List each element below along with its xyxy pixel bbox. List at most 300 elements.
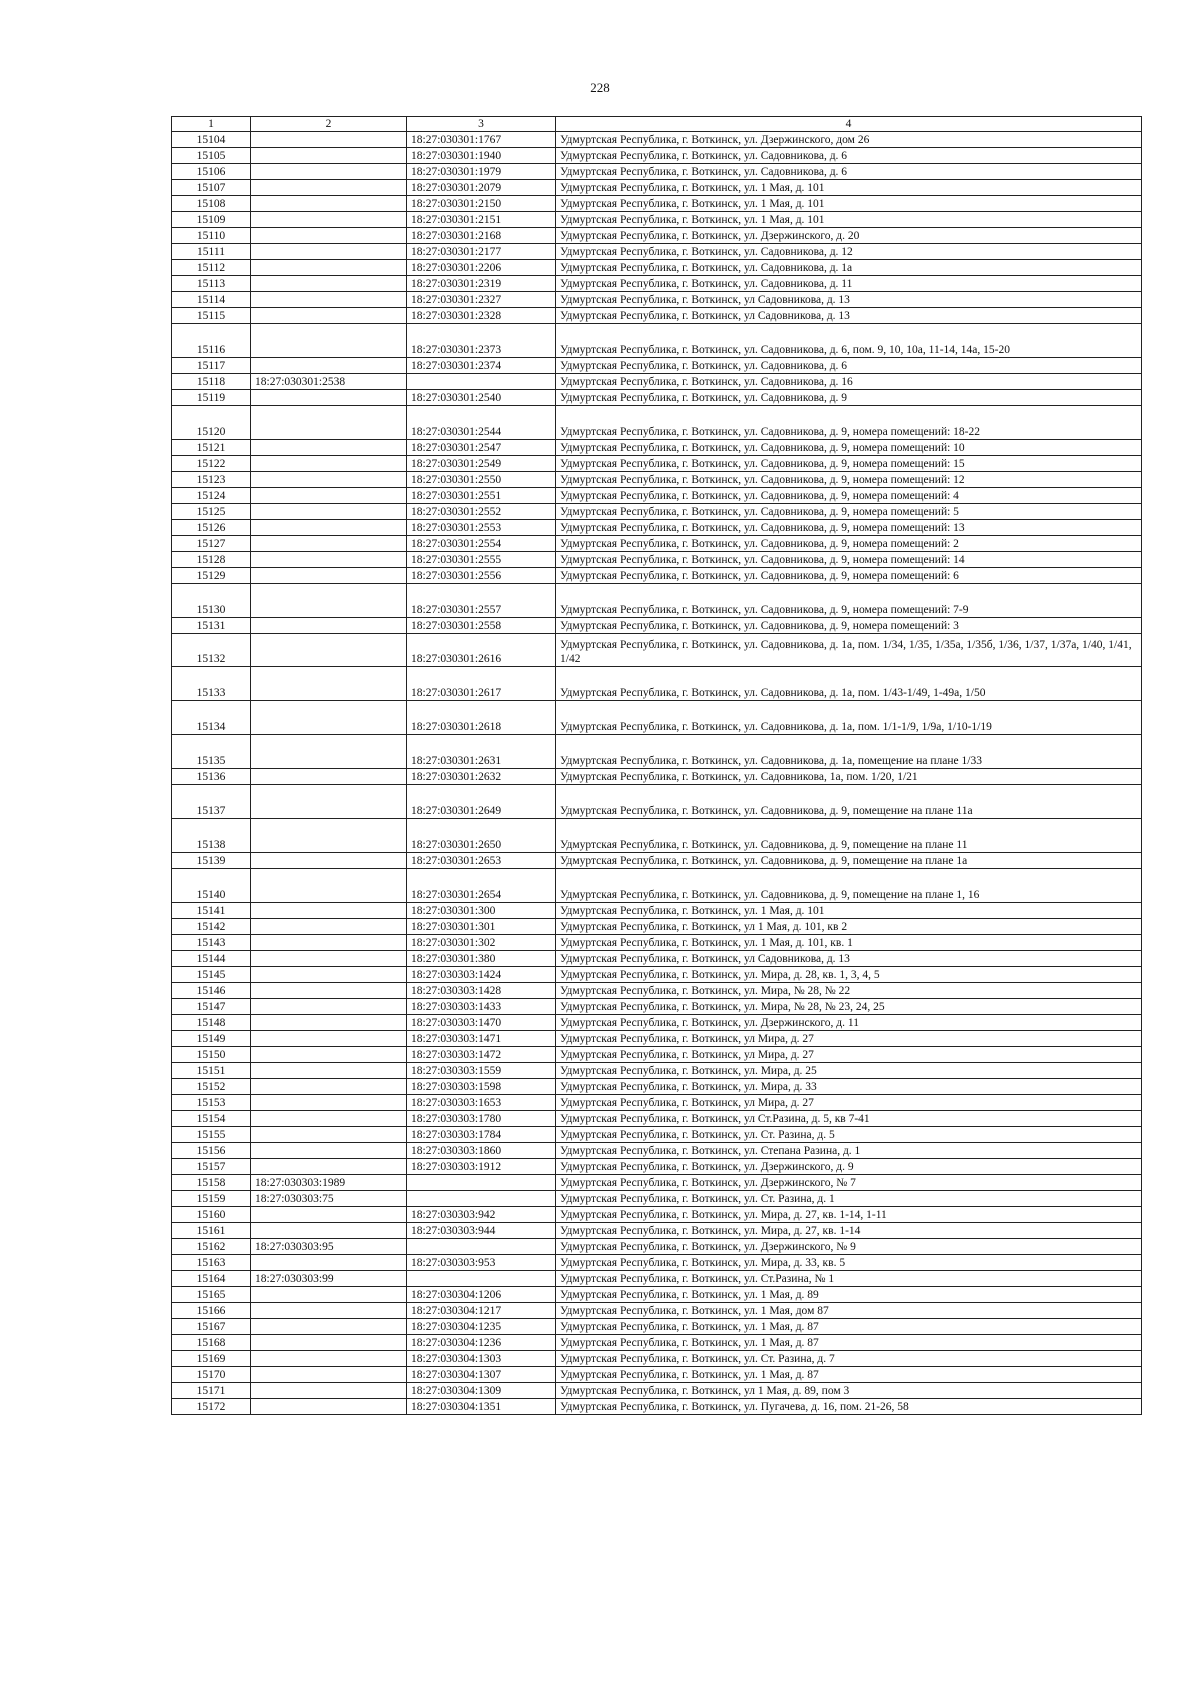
address-cell: Удмуртская Республика, г. Воткинск, ул. Садовникова, д. 9, номера помещений: 14 [556,552,1142,568]
cadastral-number-cell [251,701,407,735]
address-cell: Удмуртская Республика, г. Воткинск, ул. Садовникова, д. 9, помещение на плане 11 [556,819,1142,853]
table-row [172,1287,1142,1303]
table-row [172,472,1142,488]
row-number-cell: 15158 [172,1175,251,1191]
cadastral-number-cell [251,1047,407,1063]
object-cadastral-number-cell: 18:27:030301:2558 [407,618,556,634]
table-row [172,667,1142,701]
cadastral-number-cell [251,440,407,456]
row-number-cell: 15166 [172,1303,251,1319]
address-cell: Удмуртская Республика, г. Воткинск, ул. Садовникова, д. 12 [556,244,1142,260]
address-cell: Удмуртская Республика, г. Воткинск, ул. Садовникова, д. 1а, пом. 1/1-1/9, 1/9а, 1/10-1/19 [556,701,1142,735]
row-number-cell: 15141 [172,903,251,919]
object-cadastral-number-cell: 18:27:030301:1979 [407,164,556,180]
object-cadastral-number-cell: 18:27:030304:1307 [407,1367,556,1383]
object-cadastral-number-cell: 18:27:030301:2327 [407,292,556,308]
row-number-cell: 15153 [172,1095,251,1111]
object-cadastral-number-cell: 18:27:030304:1236 [407,1335,556,1351]
table-row [172,1303,1142,1319]
row-number-cell: 15125 [172,504,251,520]
table-row [172,456,1142,472]
object-cadastral-number-cell: 18:27:030303:1653 [407,1095,556,1111]
object-cadastral-number-cell: 18:27:030303:944 [407,1223,556,1239]
address-cell: Удмуртская Республика, г. Воткинск, ул. Садовникова, д. 9, номера помещений: 7-9 [556,584,1142,618]
row-number-cell: 15165 [172,1287,251,1303]
object-cadastral-number-cell: 18:27:030301:2550 [407,472,556,488]
cadastral-number-cell [251,456,407,472]
cadastral-number-cell [251,212,407,228]
cadastral-number-cell [251,1255,407,1271]
table-row [172,552,1142,568]
cadastral-number-cell [251,1015,407,1031]
object-cadastral-number-cell: 18:27:030303:953 [407,1255,556,1271]
row-number-cell: 15157 [172,1159,251,1175]
cadastral-number-cell [251,903,407,919]
object-cadastral-number-cell [407,1271,556,1287]
table-row [172,1223,1142,1239]
cadastral-number-cell [251,1127,407,1143]
address-cell: Удмуртская Республика, г. Воткинск, ул. Садовникова, д. 6, пом. 9, 10, 10а, 11-14, 14а, 15-20 [556,324,1142,358]
address-cell: Удмуртская Республика, г. Воткинск, ул Садовникова, д. 13 [556,292,1142,308]
object-cadastral-number-cell: 18:27:030301:2549 [407,456,556,472]
row-number-cell: 15119 [172,390,251,406]
table-row [172,951,1142,967]
address-cell: Удмуртская Республика, г. Воткинск, ул. 1 Мая, д. 101 [556,180,1142,196]
table-row [172,819,1142,853]
object-cadastral-number-cell: 18:27:030301:2649 [407,785,556,819]
cadastral-number-cell [251,148,407,164]
table-row [172,853,1142,869]
row-number-cell: 15149 [172,1031,251,1047]
address-cell: Удмуртская Республика, г. Воткинск, ул. Садовникова, д. 9, номера помещений: 2 [556,536,1142,552]
cadastral-number-cell [251,260,407,276]
object-cadastral-number-cell: 18:27:030301:2653 [407,853,556,869]
address-cell: Удмуртская Республика, г. Воткинск, ул. Садовникова, д. 6 [556,164,1142,180]
object-cadastral-number-cell: 18:27:030301:2374 [407,358,556,374]
table-row [172,374,1142,390]
object-cadastral-number-cell: 18:27:030304:1309 [407,1383,556,1399]
cadastral-number-cell [251,308,407,324]
cadastral-number-cell [251,228,407,244]
cadastral-number-cell [251,1159,407,1175]
header-row [172,117,1142,132]
object-cadastral-number-cell: 18:27:030301:2616 [407,634,556,667]
row-number-cell: 15136 [172,769,251,785]
table-row [172,324,1142,358]
cadastral-number-cell [251,785,407,819]
table-row [172,1031,1142,1047]
row-number-cell: 15126 [172,520,251,536]
address-cell: Удмуртская Республика, г. Воткинск, ул. Дзержинского, д. 20 [556,228,1142,244]
address-cell: Удмуртская Республика, г. Воткинск, ул. Садовникова, д. 1а [556,260,1142,276]
address-cell: Удмуртская Республика, г. Воткинск, ул 1 Мая, д. 89, пом 3 [556,1383,1142,1399]
cadastral-number-cell [251,1319,407,1335]
table-row [172,1079,1142,1095]
table-row [172,935,1142,951]
table-row [172,618,1142,634]
cadastral-number-cell: 18:27:030303:99 [251,1271,407,1287]
cadastral-number-cell [251,1111,407,1127]
row-number-cell: 15120 [172,406,251,440]
address-cell: Удмуртская Республика, г. Воткинск, ул. Садовникова, д. 11 [556,276,1142,292]
row-number-cell: 15134 [172,701,251,735]
row-number-cell: 15167 [172,1319,251,1335]
object-cadastral-number-cell: 18:27:030301:2328 [407,308,556,324]
row-number-cell: 15163 [172,1255,251,1271]
cadastral-number-cell [251,935,407,951]
row-number-cell: 15118 [172,374,251,390]
address-cell: Удмуртская Республика, г. Воткинск, ул 1 Мая, д. 101, кв 2 [556,919,1142,935]
cadastral-number-cell [251,1031,407,1047]
cadastral-number-cell [251,390,407,406]
cadastral-number-cell [251,769,407,785]
header-cell-1: 1 [172,117,251,132]
row-number-cell: 15130 [172,584,251,618]
table-row [172,919,1142,935]
address-cell: Удмуртская Республика, г. Воткинск, ул. Дзержинского, № 9 [556,1239,1142,1255]
row-number-cell: 15116 [172,324,251,358]
cadastral-number-cell [251,967,407,983]
cadastral-number-cell [251,618,407,634]
table-row [172,308,1142,324]
cadastral-number-cell: 18:27:030303:1989 [251,1175,407,1191]
cadastral-number-cell [251,292,407,308]
row-number-cell: 15169 [172,1351,251,1367]
object-cadastral-number-cell: 18:27:030301:1940 [407,148,556,164]
cadastral-number-cell [251,324,407,358]
address-cell: Удмуртская Республика, г. Воткинск, ул. Дзержинского, дом 26 [556,132,1142,148]
row-number-cell: 15104 [172,132,251,148]
address-cell: Удмуртская Республика, г. Воткинск, ул Мира, д. 27 [556,1031,1142,1047]
object-cadastral-number-cell: 18:27:030301:2650 [407,819,556,853]
cadastral-number-cell [251,999,407,1015]
object-cadastral-number-cell: 18:27:030303:1559 [407,1063,556,1079]
cadastral-number-cell [251,488,407,504]
row-number-cell: 15124 [172,488,251,504]
table-row [172,999,1142,1015]
object-cadastral-number-cell: 18:27:030304:1235 [407,1319,556,1335]
cadastral-number-cell [251,1287,407,1303]
table-row [172,196,1142,212]
table-row [172,1015,1142,1031]
address-cell: Удмуртская Республика, г. Воткинск, ул. Садовникова, д. 9, номера помещений: 15 [556,456,1142,472]
object-cadastral-number-cell: 18:27:030301:1767 [407,132,556,148]
row-number-cell: 15150 [172,1047,251,1063]
row-number-cell: 15171 [172,1383,251,1399]
row-number-cell: 15145 [172,967,251,983]
table-row [172,212,1142,228]
address-cell: Удмуртская Республика, г. Воткинск, ул. Пугачева, д. 16, пом. 21-26, 58 [556,1399,1142,1415]
table-row [172,1399,1142,1415]
table-row [172,1207,1142,1223]
row-number-cell: 15148 [172,1015,251,1031]
object-cadastral-number-cell: 18:27:030303:1470 [407,1015,556,1031]
address-cell: Удмуртская Республика, г. Воткинск, ул. 1 Мая, д. 101 [556,196,1142,212]
cadastral-number-cell [251,536,407,552]
table-row [172,1063,1142,1079]
row-number-cell: 15160 [172,1207,251,1223]
table-row [172,1111,1142,1127]
row-number-cell: 15129 [172,568,251,584]
row-number-cell: 15152 [172,1079,251,1095]
cadastral-number-cell [251,1063,407,1079]
cadastral-number-cell [251,504,407,520]
row-number-cell: 15155 [172,1127,251,1143]
address-cell: Удмуртская Республика, г. Воткинск, ул. Мира, д. 25 [556,1063,1142,1079]
address-cell: Удмуртская Республика, г. Воткинск, ул Садовникова, д. 13 [556,308,1142,324]
table-row [172,1271,1142,1287]
cadastral-number-cell [251,520,407,536]
registry-body [172,117,1142,1415]
table-row [172,869,1142,903]
cadastral-number-cell [251,568,407,584]
cadastral-number-cell [251,244,407,260]
address-cell: Удмуртская Республика, г. Воткинск, ул Садовникова, д. 13 [556,951,1142,967]
address-cell: Удмуртская Республика, г. Воткинск, ул. Мира, № 28, № 22 [556,983,1142,999]
table-row [172,634,1142,667]
object-cadastral-number-cell: 18:27:030303:1860 [407,1143,556,1159]
table-row [172,701,1142,735]
cadastral-number-cell [251,472,407,488]
object-cadastral-number-cell: 18:27:030303:1424 [407,967,556,983]
object-cadastral-number-cell [407,1191,556,1207]
row-number-cell: 15161 [172,1223,251,1239]
address-cell: Удмуртская Республика, г. Воткинск, ул. Садовникова, д. 16 [556,374,1142,390]
row-number-cell: 15140 [172,869,251,903]
row-number-cell: 15159 [172,1191,251,1207]
table-row [172,1191,1142,1207]
row-number-cell: 15111 [172,244,251,260]
object-cadastral-number-cell: 18:27:030301:2554 [407,536,556,552]
object-cadastral-number-cell: 18:27:030301:2557 [407,584,556,618]
address-cell: Удмуртская Республика, г. Воткинск, ул. Дзержинского, № 7 [556,1175,1142,1191]
address-cell: Удмуртская Республика, г. Воткинск, ул. Садовникова, д. 6 [556,148,1142,164]
row-number-cell: 15135 [172,735,251,769]
cadastral-number-cell [251,1335,407,1351]
row-number-cell: 15138 [172,819,251,853]
address-cell: Удмуртская Республика, г. Воткинск, ул. Дзержинского, д. 9 [556,1159,1142,1175]
table-row [172,1255,1142,1271]
table-row [172,983,1142,999]
row-number-cell: 15128 [172,552,251,568]
address-cell: Удмуртская Республика, г. Воткинск, ул. Садовникова, д. 9, номера помещений: 3 [556,618,1142,634]
object-cadastral-number-cell: 18:27:030304:1206 [407,1287,556,1303]
table-row [172,1047,1142,1063]
object-cadastral-number-cell [407,1175,556,1191]
table-row [172,406,1142,440]
row-number-cell: 15162 [172,1239,251,1255]
object-cadastral-number-cell: 18:27:030304:1217 [407,1303,556,1319]
address-cell: Удмуртская Республика, г. Воткинск, ул. Садовникова, д. 9, помещение на плане 1а [556,853,1142,869]
address-cell: Удмуртская Республика, г. Воткинск, ул. Мира, д. 33, кв. 5 [556,1255,1142,1271]
table-row [172,1159,1142,1175]
address-cell: Удмуртская Республика, г. Воткинск, ул. 1 Мая, д. 101 [556,903,1142,919]
cadastral-number-cell [251,1143,407,1159]
cadastral-number-cell [251,358,407,374]
table-row [172,276,1142,292]
cadastral-number-cell: 18:27:030303:95 [251,1239,407,1255]
cadastral-number-cell [251,853,407,869]
row-number-cell: 15154 [172,1111,251,1127]
row-number-cell: 15151 [172,1063,251,1079]
row-number-cell: 15117 [172,358,251,374]
address-cell: Удмуртская Республика, г. Воткинск, ул. Садовникова, д. 9, помещение на плане 1, 16 [556,869,1142,903]
cadastral-number-cell [251,132,407,148]
row-number-cell: 15143 [172,935,251,951]
object-cadastral-number-cell: 18:27:030301:2319 [407,276,556,292]
cadastral-number-cell [251,951,407,967]
object-cadastral-number-cell: 18:27:030301:2373 [407,324,556,358]
object-cadastral-number-cell: 18:27:030301:2617 [407,667,556,701]
cadastral-number-cell [251,983,407,999]
object-cadastral-number-cell: 18:27:030304:1303 [407,1351,556,1367]
cadastral-number-cell [251,552,407,568]
row-number-cell: 15127 [172,536,251,552]
address-cell: Удмуртская Республика, г. Воткинск, ул. 1 Мая, д. 89 [556,1287,1142,1303]
table-row [172,148,1142,164]
table-row [172,568,1142,584]
object-cadastral-number-cell: 18:27:030304:1351 [407,1399,556,1415]
row-number-cell: 15131 [172,618,251,634]
object-cadastral-number-cell: 18:27:030301:2654 [407,869,556,903]
address-cell: Удмуртская Республика, г. Воткинск, ул. Садовникова, д. 9, номера помещений: 13 [556,520,1142,536]
header-cell-2: 2 [251,117,407,132]
address-cell: Удмуртская Республика, г. Воткинск, ул. 1 Мая, д. 87 [556,1367,1142,1383]
table-row [172,785,1142,819]
table-row [172,504,1142,520]
page-number: 228 [590,80,610,95]
object-cadastral-number-cell: 18:27:030303:1471 [407,1031,556,1047]
object-cadastral-number-cell: 18:27:030303:1912 [407,1159,556,1175]
table-row [172,1383,1142,1399]
object-cadastral-number-cell: 18:27:030301:2540 [407,390,556,406]
object-cadastral-number-cell [407,1239,556,1255]
address-cell: Удмуртская Республика, г. Воткинск, ул. Садовникова, д. 9, номера помещений: 18-22 [556,406,1142,440]
table-row [172,584,1142,618]
table-row [172,292,1142,308]
address-cell: Удмуртская Республика, г. Воткинск, ул. Мира, д. 28, кв. 1, 3, 4, 5 [556,967,1142,983]
row-number-cell: 15170 [172,1367,251,1383]
object-cadastral-number-cell: 18:27:030301:2547 [407,440,556,456]
object-cadastral-number-cell: 18:27:030301:380 [407,951,556,967]
row-number-cell: 15107 [172,180,251,196]
table-row [172,132,1142,148]
address-cell: Удмуртская Республика, г. Воткинск, ул. Мира, д. 27, кв. 1-14 [556,1223,1142,1239]
object-cadastral-number-cell: 18:27:030303:1784 [407,1127,556,1143]
cadastral-number-cell [251,1095,407,1111]
row-number-cell: 15156 [172,1143,251,1159]
address-cell: Удмуртская Республика, г. Воткинск, ул. 1 Мая, дом 87 [556,1303,1142,1319]
object-cadastral-number-cell [407,374,556,390]
table-row [172,735,1142,769]
table-row [172,488,1142,504]
table-row [172,769,1142,785]
cadastral-number-cell [251,1383,407,1399]
object-cadastral-number-cell: 18:27:030301:2168 [407,228,556,244]
address-cell: Удмуртская Республика, г. Воткинск, ул. Ст.Разина, № 1 [556,1271,1142,1287]
address-cell: Удмуртская Республика, г. Воткинск, ул. Садовникова, д. 1а, пом. 1/43-1/49, 1-49а, 1/50 [556,667,1142,701]
address-cell: Удмуртская Республика, г. Воткинск, ул. Садовникова, д. 9 [556,390,1142,406]
cadastral-number-cell [251,1079,407,1095]
table-row [172,164,1142,180]
table-row [172,1319,1142,1335]
row-number-cell: 15122 [172,456,251,472]
table-row [172,520,1142,536]
address-cell: Удмуртская Республика, г. Воткинск, ул. Мира, № 28, № 23, 24, 25 [556,999,1142,1015]
address-cell: Удмуртская Республика, г. Воткинск, ул. Ст. Разина, д. 5 [556,1127,1142,1143]
row-number-cell: 15123 [172,472,251,488]
row-number-cell: 15168 [172,1335,251,1351]
address-cell: Удмуртская Республика, г. Воткинск, ул. Мира, д. 27, кв. 1-14, 1-11 [556,1207,1142,1223]
address-cell: Удмуртская Республика, г. Воткинск, ул. Мира, д. 33 [556,1079,1142,1095]
address-cell: Удмуртская Республика, г. Воткинск, ул. 1 Мая, д. 101 [556,212,1142,228]
address-cell: Удмуртская Республика, г. Воткинск, ул. Садовникова, д. 9, номера помещений: 6 [556,568,1142,584]
address-cell: Удмуртская Республика, г. Воткинск, ул. Садовникова, д. 9, номера помещений: 5 [556,504,1142,520]
address-cell: Удмуртская Республика, г. Воткинск, ул. 1 Мая, д. 101, кв. 1 [556,935,1142,951]
object-cadastral-number-cell: 18:27:030301:2150 [407,196,556,212]
address-cell: Удмуртская Республика, г. Воткинск, ул. Ст. Разина, д. 7 [556,1351,1142,1367]
row-number-cell: 15144 [172,951,251,967]
cadastral-number-cell [251,634,407,667]
object-cadastral-number-cell: 18:27:030303:1598 [407,1079,556,1095]
row-number-cell: 15108 [172,196,251,212]
object-cadastral-number-cell: 18:27:030301:2631 [407,735,556,769]
address-cell: Удмуртская Республика, г. Воткинск, ул. Садовникова, д. 9, номера помещений: 12 [556,472,1142,488]
row-number-cell: 15133 [172,667,251,701]
object-cadastral-number-cell: 18:27:030301:2552 [407,504,556,520]
cadastral-number-cell [251,819,407,853]
cadastral-number-cell [251,1367,407,1383]
row-number-cell: 15172 [172,1399,251,1415]
row-number-cell: 15105 [172,148,251,164]
cadastral-number-cell [251,1303,407,1319]
row-number-cell: 15112 [172,260,251,276]
table-row [172,390,1142,406]
row-number-cell: 15106 [172,164,251,180]
object-cadastral-number-cell: 18:27:030301:2544 [407,406,556,440]
header-cell-4: 4 [556,117,1142,132]
address-cell: Удмуртская Республика, г. Воткинск, ул. Садовникова, д. 9, помещение на плане 11а [556,785,1142,819]
cadastral-number-cell [251,735,407,769]
cadastral-number-cell [251,1399,407,1415]
cadastral-number-cell [251,1223,407,1239]
object-cadastral-number-cell: 18:27:030301:2618 [407,701,556,735]
cadastral-number-cell [251,180,407,196]
row-number-cell: 15137 [172,785,251,819]
row-number-cell: 15147 [172,999,251,1015]
row-number-cell: 15132 [172,634,251,667]
object-cadastral-number-cell: 18:27:030303:942 [407,1207,556,1223]
table-row [172,1095,1142,1111]
object-cadastral-number-cell: 18:27:030301:2151 [407,212,556,228]
object-cadastral-number-cell: 18:27:030301:301 [407,919,556,935]
address-cell: Удмуртская Республика, г. Воткинск, ул. Садовникова, д. 1а, пом. 1/34, 1/35, 1/35а, 1/35б, 1/36, 1/37, 1/37а, 1/40, 1/41, 1/42 [556,634,1142,667]
address-cell: Удмуртская Республика, г. Воткинск, ул. Садовникова, д. 9, номера помещений: 10 [556,440,1142,456]
row-number-cell: 15115 [172,308,251,324]
address-cell: Удмуртская Республика, г. Воткинск, ул. 1 Мая, д. 87 [556,1335,1142,1351]
table-row [172,1127,1142,1143]
cadastral-number-cell [251,667,407,701]
address-cell: Удмуртская Республика, г. Воткинск, ул. Садовникова, д. 9, номера помещений: 4 [556,488,1142,504]
table-row [172,260,1142,276]
object-cadastral-number-cell: 18:27:030301:2556 [407,568,556,584]
address-cell: Удмуртская Республика, г. Воткинск, ул Мира, д. 27 [556,1095,1142,1111]
object-cadastral-number-cell: 18:27:030303:1428 [407,983,556,999]
object-cadastral-number-cell: 18:27:030303:1472 [407,1047,556,1063]
row-number-cell: 15110 [172,228,251,244]
object-cadastral-number-cell: 18:27:030301:300 [407,903,556,919]
object-cadastral-number-cell: 18:27:030301:2632 [407,769,556,785]
